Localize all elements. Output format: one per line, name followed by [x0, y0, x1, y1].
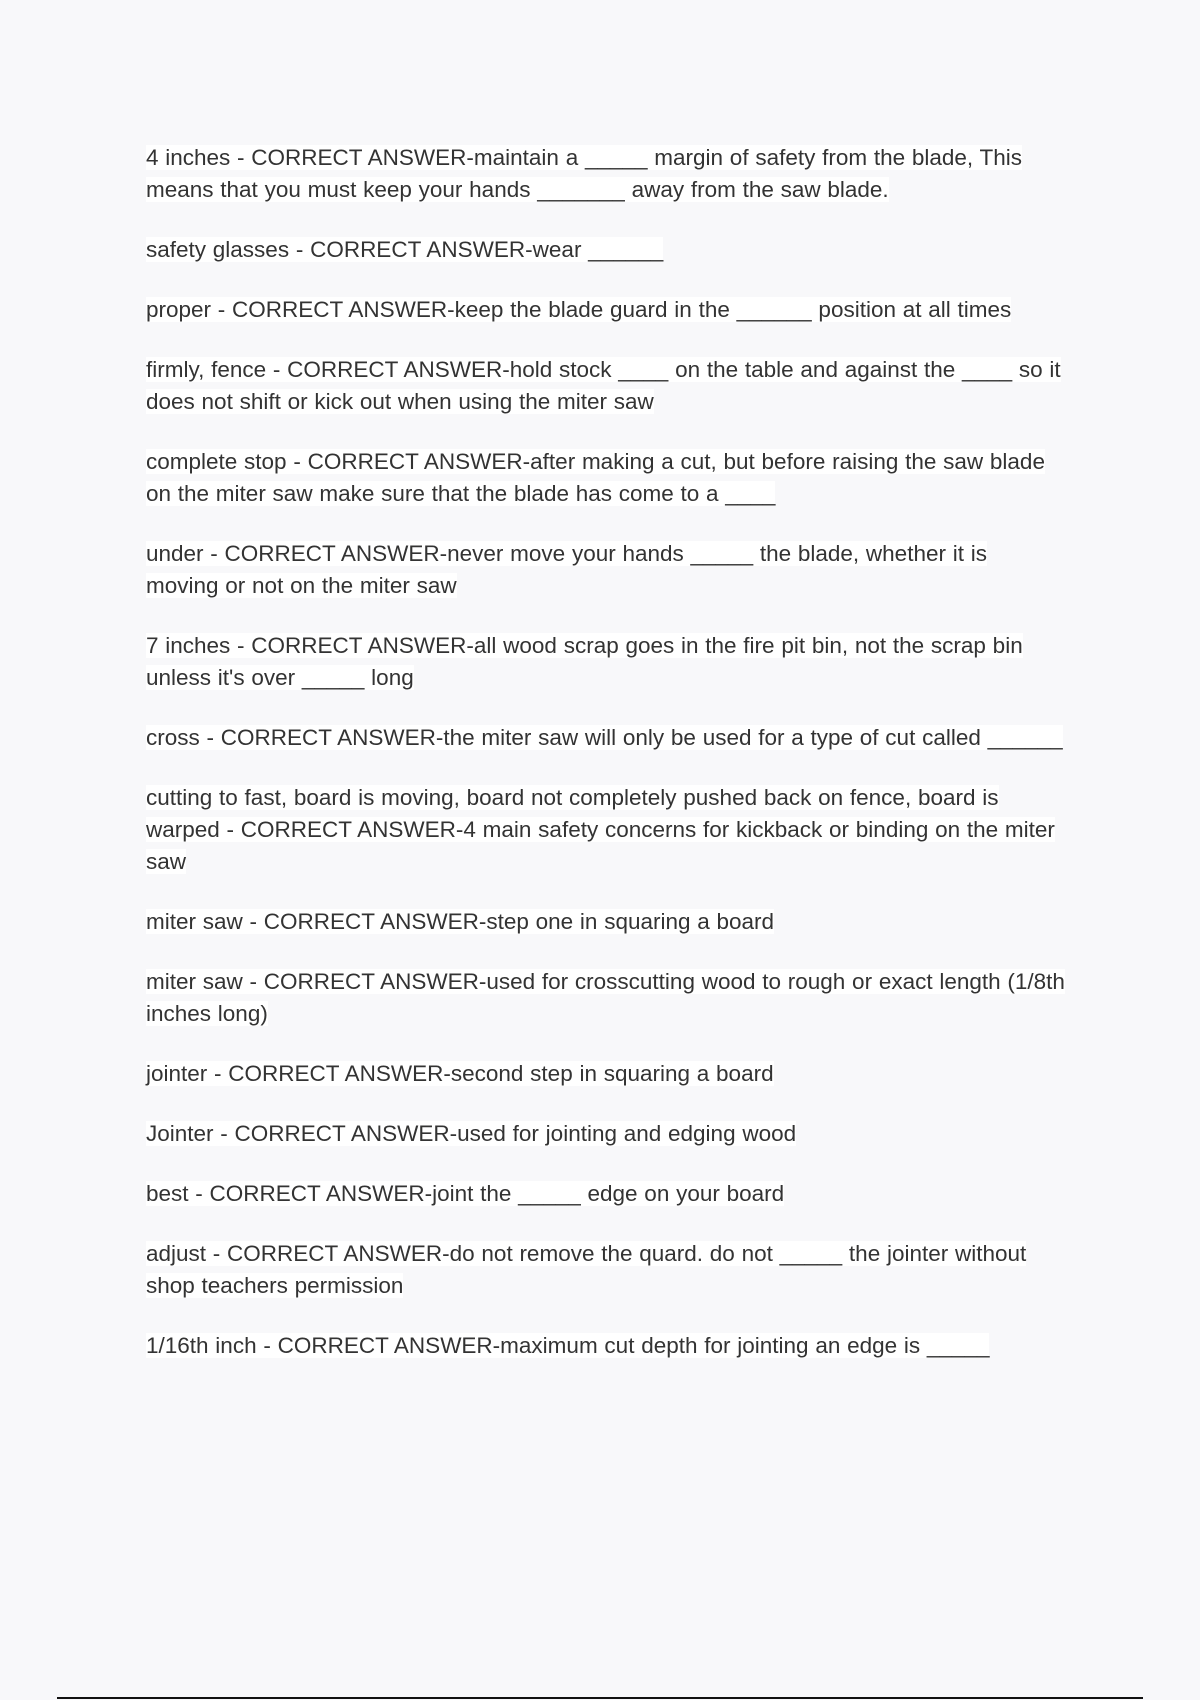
qa-entry — [146, 1058, 1066, 1090]
qa-entry — [146, 782, 1066, 878]
qa-text: complete stop - CORRECT ANSWER-after making a cut, but before raising the saw blade on the miter saw make sure that the blade has come to a ____ — [146, 449, 1045, 506]
document-body — [146, 142, 1066, 1390]
qa-entry — [146, 446, 1066, 510]
qa-entry — [146, 1330, 1066, 1362]
qa-entry — [146, 630, 1066, 694]
qa-text: 4 inches - CORRECT ANSWER-maintain a _____ margin of safety from the blade, This means that you must keep your hands _______ away from the saw blade. — [146, 145, 1023, 202]
footer-divider — [57, 1697, 1143, 1699]
qa-entry — [146, 294, 1066, 326]
qa-text: cross - CORRECT ANSWER-the miter saw will only be used for a type of cut called ______ — [146, 725, 1063, 750]
qa-text: Jointer - CORRECT ANSWER-used for jointing and edging wood — [146, 1121, 797, 1146]
qa-text: jointer - CORRECT ANSWER-second step in squaring a board — [146, 1061, 774, 1086]
qa-text: 1/16th inch - CORRECT ANSWER-maximum cut depth for jointing an edge is _____ — [146, 1333, 990, 1358]
qa-entry — [146, 538, 1066, 602]
qa-entry — [146, 234, 1066, 266]
qa-entry — [146, 142, 1066, 206]
qa-entry — [146, 722, 1066, 754]
qa-text: best - CORRECT ANSWER-joint the _____ edge on your board — [146, 1181, 785, 1206]
qa-text: safety glasses - CORRECT ANSWER-wear ______ — [146, 237, 664, 262]
qa-text: 7 inches - CORRECT ANSWER-all wood scrap goes in the fire pit bin, not the scrap bin unless it's over _____ long — [146, 633, 1023, 690]
qa-text: cutting to fast, board is moving, board not completely pushed back on fence, board is warped - CORRECT ANSWER-4 main safety concerns for kickback or binding on the miter saw — [146, 785, 1055, 874]
qa-text: miter saw - CORRECT ANSWER-step one in squaring a board — [146, 909, 775, 934]
qa-entry — [146, 1238, 1066, 1302]
qa-entry — [146, 966, 1066, 1030]
qa-text: miter saw - CORRECT ANSWER-used for crosscutting wood to rough or exact length (1/8th inches long) — [146, 969, 1065, 1026]
qa-text: under - CORRECT ANSWER-never move your hands _____ the blade, whether it is moving or not on the miter saw — [146, 541, 987, 598]
qa-entry — [146, 354, 1066, 418]
qa-text: firmly, fence - CORRECT ANSWER-hold stock ____ on the table and against the ____ so it does not shift or kick out when using the miter saw — [146, 357, 1061, 414]
qa-entry — [146, 1118, 1066, 1150]
qa-text: proper - CORRECT ANSWER-keep the blade guard in the ______ position at all times — [146, 297, 1012, 322]
qa-text: adjust - CORRECT ANSWER-do not remove the quard. do not _____ the jointer without shop teachers permission — [146, 1241, 1027, 1298]
qa-entry — [146, 906, 1066, 938]
qa-entry — [146, 1178, 1066, 1210]
